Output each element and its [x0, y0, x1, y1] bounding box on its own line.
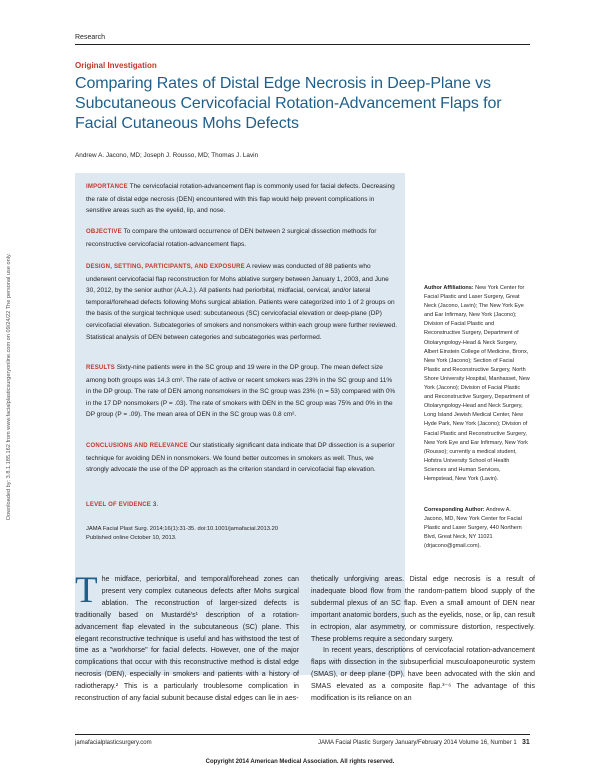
author-list: Andrew A. Jacono, MD; Joseph J. Rousso, MD; Thomas J. Lavin	[75, 152, 259, 159]
abstract-conclusions	[86, 440, 398, 476]
objective-text: To compare the untoward occurrence of DEN between 2 surgical dissection methods for reconstructive cervicofacial rotation-advancement flaps.	[86, 228, 377, 248]
objective-heading: OBJECTIVE	[86, 229, 122, 235]
abstract-importance	[86, 181, 398, 217]
copyright: Copyright 2014 American Medical Association. All rights reserved.	[205, 759, 395, 765]
top-rule	[75, 44, 530, 45]
footer-site: jamafacialplasticsurgery.com	[75, 740, 152, 746]
level-heading: LEVEL OF EVIDENCE	[86, 502, 151, 508]
importance-text: The cervicofacial rotation-advancement flap is commonly used for facial defects. Decreasing the rate of distal edge necrosis (DEN) encountered with this flap would help prevent complications in sensitive areas such as the eyelid, lip, and nose.	[86, 183, 395, 215]
abstract-design	[86, 261, 398, 343]
abstract-results	[86, 362, 398, 421]
article-kicker: Original Investigation	[75, 61, 157, 70]
page-number: 31	[522, 739, 530, 746]
body-paragraph: he midface, periorbital, and temporal/forehead zones can present very complex cutaneous defects after Mohs surgical ablation. The reconstruction of larger-sized defects is traditionally based on Mustardé's¹ description of a rotation-advancement flap elevated in the subcutaneous (SC) plane. This elegant reconstructive technique is useful and has withstood the test of time as a "workhorse" for facial defects. However, one of the major complications that occur with this reconstructive method is distal edge necrosis (DEN), especially in smokers and patients with a history of radiotherapy.² This is a particularly troublesome complication in reconstruction of any facial subunit because distal edges can lie in aes-	[75, 575, 299, 703]
body-column-right	[311, 574, 535, 705]
importance-heading: IMPORTANCE	[86, 184, 128, 190]
section-label: Research	[75, 34, 105, 41]
corresponding-author	[424, 506, 530, 551]
conclusions-heading: CONCLUSIONS AND RELEVANCE	[86, 443, 189, 449]
article-title: Comparing Rates of Distal Edge Necrosis in Deep-Plane vs Subcutaneous Cervicofacial Rotation-Advancement Flaps for Facial Cutaneous Mohs Defects	[75, 75, 502, 132]
design-text: A review was conducted of 88 patients who underwent cervicofacial flap reconstruction for Mohs ablative surgery between January 1, 2003, and June 30, 2012, by the senior author (A.A.J.). All patients had periorbital, midfacial, cervical, and/or lateral temporal/forehead defects following Mohs surgical ablation. Patients were categorized into 1 of 2 groups on the basis of the surgical technique used: subcutaneous (SC) cervicofacial elevation or deep-plane (DP) cervicofacial elevation. Subcategories of smokers and nonsmokers within each group were further reviewed. Statistical analysis of DEN between categories and subcategories was performed.	[86, 263, 398, 341]
citation	[86, 525, 398, 543]
abstract-level	[86, 499, 398, 512]
author-affiliations	[424, 284, 530, 484]
citation-line-2: Published online October 10, 2013.	[86, 535, 177, 541]
body-column-left	[75, 570, 299, 705]
footer-journal: JAMA Facial Plastic Surgery January/February 2014 Volume 16, Number 1	[318, 740, 517, 746]
affiliations-heading: Author Affiliations:	[424, 285, 474, 291]
abstract-objective	[86, 226, 398, 250]
corresponding-heading: Corresponding Author:	[424, 507, 485, 513]
citation-line-1: JAMA Facial Plast Surg. 2014;16(1):31-35. doi:10.1001/jamafacial.2013.20	[86, 526, 279, 532]
affiliations-text: New York Center for Facial Plastic and Laser Surgery, Great Neck (Jacono, Lavin); The New York Eye and Ear Infirmary, New York (Jacono); Division of Facial Plastic and Reconstructive Surgery, Department of Otolaryngology-Head & Neck Surgery, Albert Einstein College of Medicine, Bronx, New York (Jacono); Section of Facial Plastic and Reconstructive Surgery, North Shore University Hospital, Manhasset, New York (Jacono); Division of Facial Plastic and Reconstructive Surgery, Department of Otolaryngology-Head and Neck Surgery, Long Island Jewish Medical Center, New Hyde Park, New York (Jacono); Division of Facial Plastic and Reconstructive Surgery, New York Eye and Ear Infirmary, New York (Rousso); currently a medical student, Hofstra University School of Health Sciences and Human Services, Hempstead, New York (Lavin).	[424, 285, 530, 482]
drop-cap: T	[75, 570, 98, 611]
level-text: 3.	[152, 501, 159, 508]
results-text: Sixty-nine patients were in the SC group and 19 were in the DP group. The mean defect size among both groups was 14.3 cm². The rate of active or recent smokers was 23% in the SC group and 11% in the DP group. The rate of DEN among nonsmokers in the SC group was 23% (n = 53) compared with 0% in the 17 DP nonsmokers (P = .03). The rate of smokers with DEN in the SC group was 75% and 0% in the DP group (P = .09). The mean area of DEN in the SC group was 0.8 cm².	[86, 364, 396, 419]
corresponding-text: Andrew A. Jacono, MD, New York Center for Facial Plastic and Laser Surgery, 440 Northern Blvd, Great Neck, NY 11021 (drjacono@gmail.com).	[424, 507, 522, 550]
conclusions-text: Our statistically significant data indicate that DP dissection is a superior technique for avoiding DEN in nonsmokers. We found better outcomes in smokers as well. Thus, we strongly advocate the use of the DP approach as the criterion standard in cervicofacial flap elevation.	[86, 442, 395, 474]
bottom-rule	[75, 734, 530, 735]
design-heading: DESIGN, SETTING, PARTICIPANTS, AND EXPOSURE	[86, 264, 245, 270]
body-paragraph: thetically unforgiving areas. Distal edge necrosis is a result of inadequate blood flow from the random-pattern blood supply of the subdermal plexus of an SC flap. Even a small amount of DEN near important anatomic borders, such as the eyelids, nose, or lip, can result in ectropion, alar asymmetry, or commissure distortion, respectively. These problems require a secondary surgery.	[311, 575, 535, 643]
results-heading: RESULTS	[86, 365, 115, 371]
body-paragraph: In recent years, descriptions of cervicofacial rotation-advancement flaps with dissection in the subsuperficial musculoaponeurotic system (SMAS), or deep plane (DP), have been advocated with the skin and SMAS elevated as a composite flap.³⁻⁶ The advantage of this modification is its reliance on an	[311, 646, 535, 703]
download-notice: Downloaded by: 3.8.1.185.162 from www.facialplasticsurgeryonline.com on 09/24/22 The personal use only.	[6, 253, 12, 520]
